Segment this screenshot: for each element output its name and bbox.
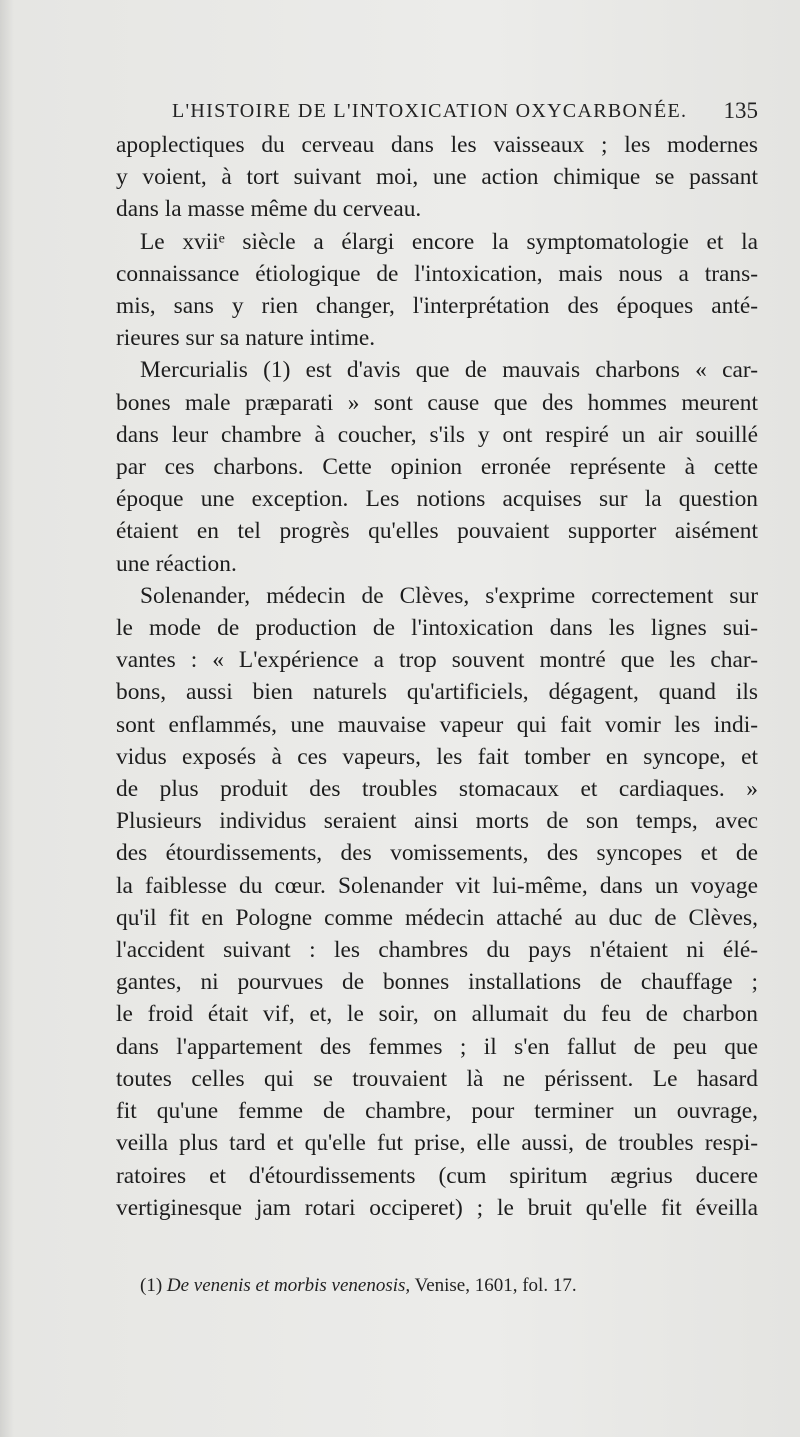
text-line: Mercurialis (1) est d'avis que de mauvais charbons « car- [140,357,758,384]
text-line: fit qu'une femme de chambre, pour terminer un ouvrage, [116,1098,758,1125]
text-line: bons, aussi bien naturels qu'artificiels, dégagent, quand ils [116,679,758,706]
running-head [172,98,758,128]
text-line: par ces charbons. Cette opinion erronée représente à cette [116,454,758,481]
footnote [140,1275,760,1297]
text-line: le mode de production de l'intoxication dans les lignes sui- [116,615,758,642]
text-line: étaient en tel progrès qu'elles pouvaient supporter aisément [116,518,758,545]
text-line: gantes, ni pourvues de bonnes installations de chauffage ; [116,969,758,996]
text-line: Solenander, médecin de Clèves, s'exprime correctement sur [140,582,758,609]
text-line: Le xviiᵉ siècle a élargi encore la symptomatologie et la [140,228,758,255]
body-text [116,129,758,1224]
text-line: vertiginesque jam rotari occiperet) ; le bruit qu'elle fit éveilla [116,1194,758,1221]
text-line: y voient, à tort suivant moi, une action chimique se passant [116,164,758,191]
text-line: apoplectiques du cerveau dans les vaisseaux ; les modernes [116,132,758,158]
paragraph-1 [116,129,758,226]
text-line: Plusieurs individus seraient ainsi morts de son temps, avec [116,808,758,835]
text-line: époque une exception. Les notions acquises sur la question [116,486,758,513]
text-line: ratoires et d'étourdissements (cum spiritum ægrius ducere [116,1162,758,1189]
text-line: une réaction. [116,550,237,577]
text-line: bones male præparati » sont cause que des hommes meurent [116,389,758,416]
text-line: toutes celles qui se trouvaient là ne périssent. Le hasard [116,1065,758,1092]
text-line: dans la masse même du cerveau. [116,196,422,223]
text-line: des étourdissements, des vomissements, des syncopes et de [116,840,758,867]
text-line: l'accident suivant : les chambres du pays n'étaient ni élé- [116,937,758,964]
text-line: sont enflammés, une mauvaise vapeur qui fait vomir les indi- [116,711,758,738]
text-line: vidus exposés à ces vapeurs, les fait tomber en syncope, et [116,743,758,770]
footnote-marker: (1) [140,1275,163,1296]
paragraph-4 [116,580,758,1224]
text-line: la faiblesse du cœur. Solenander vit lui-même, dans un voyage [116,872,758,899]
text-line: dans leur chambre à coucher, s'ils y ont respiré un air souillé [116,421,758,448]
text-line: dans l'appartement des femmes ; il s'en fallut de peu que [116,1033,758,1060]
text-line: veilla plus tard et qu'elle fut prise, elle aussi, de troubles respi- [116,1130,758,1157]
running-title: L'HISTOIRE DE L'INTOXICATION OXYCARBONÉE. [172,100,688,122]
page-number: 135 [723,98,758,123]
paragraph-2 [116,226,758,355]
text-line: de plus produit des troubles stomacaux et cardiaques. » [116,776,758,803]
paragraph-3 [116,354,758,579]
text-line: qu'il fit en Pologne comme médecin attaché au duc de Clèves, [116,904,758,931]
text-line: connaissance étiologique de l'intoxication, mais nous a trans- [116,260,758,287]
text-line: mis, sans y rien changer, l'interprétation des époques anté- [116,293,758,320]
text-line: le froid était vif, et, le soir, on allumait du feu de charbon [116,1001,758,1028]
text-line: rieures sur sa nature intime. [116,325,376,352]
text-line: vantes : « L'expérience a trop souvent montré que les char- [116,647,758,674]
footnote-reference: Venise, 1601, fol. 17. [414,1275,577,1296]
footnote-title: De venenis et morbis venenosis, [166,1275,411,1296]
